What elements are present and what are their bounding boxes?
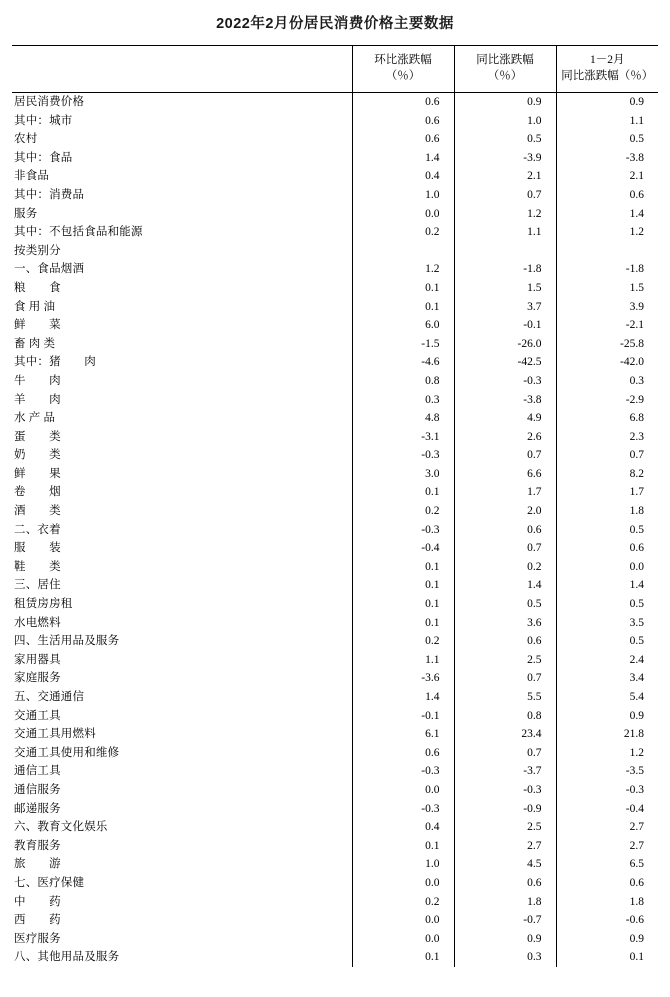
cell-jan-feb-yoy: 0.6 — [629, 188, 644, 201]
table-row — [12, 205, 658, 224]
cell-yoy: 3.7 — [454, 298, 556, 317]
cell-jan-feb-yoy: -0.4 — [625, 802, 644, 815]
cell-mom: 0.1 — [352, 558, 454, 577]
cell-yoy: -0.3 — [454, 372, 556, 391]
table-row — [12, 818, 658, 837]
cell-jan-feb-yoy: 0.5 — [629, 133, 644, 146]
cell-mom: 0.6 — [352, 130, 454, 149]
row-label: 按类别分 — [12, 242, 352, 261]
cell-mom: 0.1 — [352, 595, 454, 614]
cell-jan-feb-yoy: -3.5 — [625, 765, 644, 778]
row-label: 旅 游 — [12, 855, 352, 874]
cell-jan-feb-yoy: 1.5 — [629, 281, 644, 294]
table-row — [12, 874, 658, 893]
row-label: 粮 食 — [12, 279, 352, 298]
row-label: 农村 — [12, 130, 352, 149]
table-row — [12, 465, 658, 484]
column-header-jan-feb-yoy — [556, 46, 658, 93]
cell-mom: -0.3 — [352, 800, 454, 819]
cell-jan-feb-yoy: 0.9 — [629, 96, 644, 108]
cell-mom: 1.4 — [352, 149, 454, 168]
cell-yoy: 1.4 — [454, 576, 556, 595]
cell-yoy: 0.6 — [454, 874, 556, 893]
cell-jan-feb-yoy: 1.2 — [629, 226, 644, 239]
row-label: 其中：不包括食品和能源 — [12, 223, 352, 242]
table-row — [12, 539, 658, 558]
cell-jan-feb-yoy: 0.5 — [629, 598, 644, 611]
cell-jan-feb-yoy: 8.2 — [629, 467, 644, 480]
table-row — [12, 483, 658, 502]
cell-yoy: 2.5 — [454, 818, 556, 837]
row-label: 水电燃料 — [12, 614, 352, 633]
cell-mom: 6.1 — [352, 725, 454, 744]
table-row — [12, 855, 658, 874]
row-label: 其中：猪 肉 — [12, 353, 352, 372]
cell-mom: 0.1 — [352, 298, 454, 317]
cell-mom: 0.2 — [352, 223, 454, 242]
row-label: 家用器具 — [12, 651, 352, 670]
cell-mom: 1.0 — [352, 855, 454, 874]
cell-jan-feb-yoy: -3.8 — [625, 151, 644, 164]
cell-yoy: 23.4 — [454, 725, 556, 744]
table-row — [12, 558, 658, 577]
cell-mom: 0.2 — [352, 893, 454, 912]
cell-mom: 0.1 — [352, 614, 454, 633]
cell-jan-feb-yoy: 0.6 — [629, 542, 644, 555]
cell-jan-feb-yoy: 1.8 — [629, 895, 644, 908]
cell-mom: 0.1 — [352, 483, 454, 502]
cell-yoy: -3.8 — [454, 391, 556, 410]
cell-mom: 1.1 — [352, 651, 454, 670]
cell-yoy: 1.8 — [454, 893, 556, 912]
cell-mom: 0.1 — [352, 837, 454, 856]
cell-yoy: -0.3 — [454, 781, 556, 800]
row-label: 三、居住 — [12, 576, 352, 595]
table-row — [12, 428, 658, 447]
cell-jan-feb-yoy: 0.0 — [629, 560, 644, 573]
cell-mom: 0.4 — [352, 818, 454, 837]
cell-yoy: 0.3 — [454, 948, 556, 967]
table-row — [12, 762, 658, 781]
table-row — [12, 930, 658, 949]
row-label: 交通工具使用和维修 — [12, 744, 352, 763]
cell-mom: 0.0 — [352, 930, 454, 949]
table-row — [12, 725, 658, 744]
column-header-jan-feb-yoy-line2: 同比涨跌幅（％） — [561, 70, 654, 82]
cell-yoy: 2.6 — [454, 428, 556, 447]
cell-jan-feb-yoy: -25.8 — [620, 337, 644, 350]
cell-yoy: 1.2 — [454, 205, 556, 224]
cell-yoy: 2.7 — [454, 837, 556, 856]
cell-mom — [352, 242, 454, 261]
cell-mom: -0.3 — [352, 446, 454, 465]
row-label: 六、教育文化娱乐 — [12, 818, 352, 837]
table-body — [12, 93, 658, 967]
cell-jan-feb-yoy: 2.3 — [629, 430, 644, 443]
cell-yoy: 0.6 — [454, 521, 556, 540]
table-row — [12, 576, 658, 595]
page-title: 2022年2月份居民消费价格主要数据 — [216, 16, 454, 32]
table-row — [12, 130, 658, 149]
cell-yoy: 0.7 — [454, 744, 556, 763]
cell-mom: 0.0 — [352, 205, 454, 224]
row-label: 其中：城市 — [12, 112, 352, 131]
table-row — [12, 669, 658, 688]
cell-jan-feb-yoy: 2.4 — [629, 653, 644, 666]
cell-jan-feb-yoy: 1.8 — [629, 505, 644, 518]
cell-jan-feb-yoy: -2.1 — [625, 319, 644, 332]
table-row — [12, 353, 658, 372]
cell-jan-feb-yoy: 21.8 — [623, 728, 644, 741]
cell-yoy: 0.7 — [454, 539, 556, 558]
table-row — [12, 893, 658, 912]
cell-jan-feb-yoy: 1.2 — [629, 746, 644, 759]
column-header-mom-line1: 环比涨跌幅 — [374, 54, 432, 67]
cell-yoy: 0.7 — [454, 669, 556, 688]
cell-yoy: 6.6 — [454, 465, 556, 484]
cell-yoy: 1.7 — [454, 483, 556, 502]
row-label: 食 用 油 — [12, 298, 352, 317]
cell-jan-feb-yoy: 0.9 — [629, 709, 644, 722]
row-label: 水 产 品 — [12, 409, 352, 428]
cell-yoy: 0.7 — [454, 186, 556, 205]
table-row — [12, 372, 658, 391]
cell-mom: 0.0 — [352, 874, 454, 893]
cell-jan-feb-yoy: 6.5 — [629, 858, 644, 871]
row-label: 邮递服务 — [12, 800, 352, 819]
cell-mom: -1.5 — [352, 335, 454, 354]
table-row — [12, 688, 658, 707]
cell-yoy: 5.5 — [454, 688, 556, 707]
column-header-mom-line2: （％） — [385, 70, 421, 82]
cell-yoy: -3.9 — [454, 149, 556, 168]
table-row — [12, 595, 658, 614]
row-label: 卷 烟 — [12, 483, 352, 502]
cell-yoy: -0.7 — [454, 911, 556, 930]
cell-yoy: 0.5 — [454, 130, 556, 149]
cell-yoy: 4.5 — [454, 855, 556, 874]
cell-jan-feb-yoy — [556, 242, 658, 261]
row-label: 医疗服务 — [12, 930, 352, 949]
cell-jan-feb-yoy: 6.8 — [629, 412, 644, 425]
row-label: 通信工具 — [12, 762, 352, 781]
table-row — [12, 112, 658, 131]
cell-mom: 0.6 — [352, 93, 454, 112]
table-row — [12, 632, 658, 651]
cell-jan-feb-yoy: 0.5 — [629, 635, 644, 648]
table-row — [12, 800, 658, 819]
column-header-label — [12, 46, 352, 93]
cell-mom: 0.8 — [352, 372, 454, 391]
cell-jan-feb-yoy: 0.1 — [629, 951, 644, 964]
cell-yoy: 1.1 — [454, 223, 556, 242]
cell-mom: 1.0 — [352, 186, 454, 205]
row-label: 中 药 — [12, 893, 352, 912]
cell-yoy: 0.7 — [454, 446, 556, 465]
table-row — [12, 911, 658, 930]
cell-yoy: -3.7 — [454, 762, 556, 781]
cell-mom: 0.6 — [352, 112, 454, 131]
column-header-mom — [352, 46, 454, 93]
table-row — [12, 186, 658, 205]
cell-mom: -0.4 — [352, 539, 454, 558]
table-row — [12, 948, 658, 967]
row-label: 服务 — [12, 205, 352, 224]
cell-mom: -0.3 — [352, 762, 454, 781]
table-row — [12, 521, 658, 540]
cell-yoy: 2.5 — [454, 651, 556, 670]
column-header-yoy-line2: （％） — [487, 70, 523, 82]
cell-yoy: 4.9 — [454, 409, 556, 428]
cell-yoy — [454, 242, 556, 261]
cell-jan-feb-yoy: 3.9 — [629, 300, 644, 313]
table-row — [12, 279, 658, 298]
cell-mom: 0.0 — [352, 911, 454, 930]
cell-yoy: 1.0 — [454, 112, 556, 131]
table-row — [12, 391, 658, 410]
cell-yoy: 3.6 — [454, 614, 556, 633]
row-label: 鲜 菜 — [12, 316, 352, 335]
cell-jan-feb-yoy: 0.9 — [629, 932, 644, 945]
row-label: 蛋 类 — [12, 428, 352, 447]
row-label: 鲜 果 — [12, 465, 352, 484]
table-row — [12, 167, 658, 186]
cell-mom: 1.2 — [352, 260, 454, 279]
cell-yoy: 2.1 — [454, 167, 556, 186]
cell-yoy: 0.8 — [454, 707, 556, 726]
cell-mom: 0.1 — [352, 948, 454, 967]
cell-yoy: -26.0 — [454, 335, 556, 354]
cell-jan-feb-yoy: 2.7 — [629, 839, 644, 852]
cell-jan-feb-yoy: 2.7 — [629, 821, 644, 834]
column-header-jan-feb-yoy-line1: 1－2月 — [590, 54, 625, 67]
row-label: 居民消费价格 — [12, 93, 352, 112]
table-row — [12, 446, 658, 465]
row-label: 西 药 — [12, 911, 352, 930]
table-row — [12, 409, 658, 428]
table-row — [12, 614, 658, 633]
row-label: 其中：消费品 — [12, 186, 352, 205]
cell-mom: -3.6 — [352, 669, 454, 688]
cell-mom: -4.6 — [352, 353, 454, 372]
cell-jan-feb-yoy: 1.1 — [629, 114, 644, 127]
cell-mom: 0.0 — [352, 781, 454, 800]
cell-jan-feb-yoy: 1.4 — [629, 207, 644, 220]
table-row — [12, 223, 658, 242]
cell-mom: 6.0 — [352, 316, 454, 335]
cell-yoy: 0.9 — [454, 930, 556, 949]
cell-mom: 0.3 — [352, 391, 454, 410]
cell-mom: 3.0 — [352, 465, 454, 484]
table-row — [12, 93, 658, 112]
cell-jan-feb-yoy: -1.8 — [625, 263, 644, 276]
cell-mom: 0.6 — [352, 744, 454, 763]
cell-jan-feb-yoy: 3.5 — [629, 616, 644, 629]
cell-mom: 0.2 — [352, 502, 454, 521]
row-label: 交通工具用燃料 — [12, 725, 352, 744]
row-label: 服 装 — [12, 539, 352, 558]
cell-mom: 0.1 — [352, 576, 454, 595]
cell-jan-feb-yoy: -0.3 — [625, 783, 644, 796]
cell-mom: -0.3 — [352, 521, 454, 540]
table-row — [12, 335, 658, 354]
table-row — [12, 260, 658, 279]
cell-jan-feb-yoy: 0.3 — [629, 374, 644, 387]
cell-yoy: -0.9 — [454, 800, 556, 819]
cell-yoy: 0.5 — [454, 595, 556, 614]
row-label: 教育服务 — [12, 837, 352, 856]
table-row — [12, 781, 658, 800]
row-label: 七、医疗保健 — [12, 874, 352, 893]
row-label: 羊 肉 — [12, 391, 352, 410]
cell-jan-feb-yoy: 2.1 — [629, 170, 644, 183]
table-row — [12, 744, 658, 763]
row-label: 其中：食品 — [12, 149, 352, 168]
cell-jan-feb-yoy: -42.0 — [620, 356, 644, 369]
cell-yoy: -42.5 — [454, 353, 556, 372]
row-label: 畜 肉 类 — [12, 335, 352, 354]
table-row — [12, 298, 658, 317]
cell-jan-feb-yoy: 0.5 — [629, 523, 644, 536]
table-row — [12, 502, 658, 521]
row-label: 牛 肉 — [12, 372, 352, 391]
cell-yoy: 1.5 — [454, 279, 556, 298]
row-label: 八、其他用品及服务 — [12, 948, 352, 967]
row-label: 一、食品烟酒 — [12, 260, 352, 279]
table-row — [12, 651, 658, 670]
cell-mom: 0.4 — [352, 167, 454, 186]
row-label: 通信服务 — [12, 781, 352, 800]
cell-yoy: 0.9 — [454, 93, 556, 112]
cell-yoy: -0.1 — [454, 316, 556, 335]
table-row — [12, 149, 658, 168]
cell-jan-feb-yoy: 1.7 — [629, 486, 644, 499]
row-label: 家庭服务 — [12, 669, 352, 688]
row-label: 五、交通通信 — [12, 688, 352, 707]
cell-mom: -3.1 — [352, 428, 454, 447]
row-label: 非食品 — [12, 167, 352, 186]
cell-jan-feb-yoy: 0.6 — [629, 876, 644, 889]
row-label: 二、衣着 — [12, 521, 352, 540]
cell-jan-feb-yoy: 3.4 — [629, 672, 644, 685]
cell-mom: 0.2 — [352, 632, 454, 651]
cell-yoy: 0.6 — [454, 632, 556, 651]
cell-jan-feb-yoy: -2.9 — [625, 393, 644, 406]
row-label: 四、生活用品及服务 — [12, 632, 352, 651]
cell-jan-feb-yoy: 0.7 — [629, 449, 644, 462]
cell-yoy: 2.0 — [454, 502, 556, 521]
column-header-yoy-line1: 同比涨跌幅 — [476, 54, 534, 67]
row-label: 酒 类 — [12, 502, 352, 521]
cell-jan-feb-yoy: 5.4 — [629, 691, 644, 703]
cell-mom: 4.8 — [352, 409, 454, 428]
cell-yoy: 0.2 — [454, 558, 556, 577]
cell-mom: 0.1 — [352, 279, 454, 298]
table-row — [12, 242, 658, 261]
row-label: 鞋 类 — [12, 558, 352, 577]
cell-jan-feb-yoy: -0.6 — [625, 914, 644, 927]
table-row — [12, 316, 658, 335]
row-label: 租赁房房租 — [12, 595, 352, 614]
cell-mom: -0.1 — [352, 707, 454, 726]
cell-yoy: -1.8 — [454, 260, 556, 279]
cell-jan-feb-yoy: 1.4 — [629, 579, 644, 592]
table-row — [12, 837, 658, 856]
row-label: 奶 类 — [12, 446, 352, 465]
row-label: 交通工具 — [12, 707, 352, 726]
cell-mom: 1.4 — [352, 688, 454, 707]
table-header-row — [12, 46, 658, 93]
cpi-data-table — [12, 45, 658, 967]
column-header-yoy — [454, 46, 556, 93]
table-row — [12, 707, 658, 726]
